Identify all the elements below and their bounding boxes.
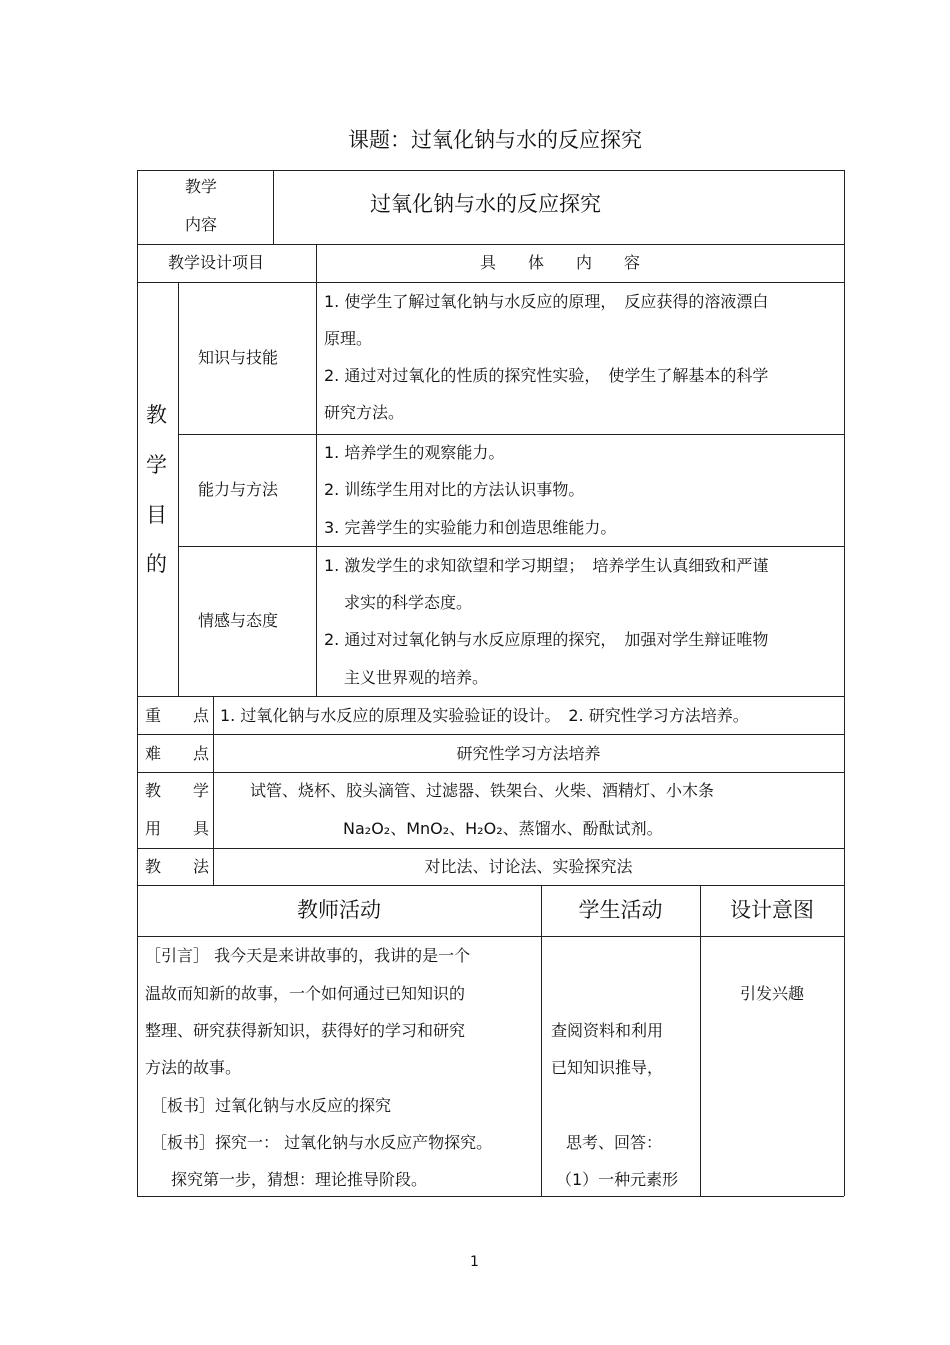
- ability-line: 2. 训练学生用对比的方法认识事物。: [324, 480, 585, 499]
- student-line: 查阅资料和利用: [551, 1021, 664, 1040]
- difficulty-label: 难 点: [145, 744, 210, 763]
- student-line: 已知知识推导，: [551, 1058, 664, 1077]
- objectives-side-char-2: 学: [146, 453, 167, 477]
- emotion-line: 1. 激发学生的求知欲望和学习期望； 培养学生认真细致和严谨: [324, 556, 769, 575]
- knowledge-line: 2. 通过对过氧化的性质的探究性实验， 使学生了解基本的科学: [324, 366, 769, 385]
- knowledge-line: 1. 使学生了解过氧化钠与水反应的原理， 反应获得的溶液漂白: [324, 292, 769, 311]
- emotion-line: 主义世界观的培养。: [344, 668, 489, 687]
- design-intent-header: 设计意图: [730, 898, 814, 922]
- objectives-side-char-4: 的: [146, 552, 167, 576]
- ability-line: 3. 完善学生的实验能力和创造思维能力。: [324, 518, 617, 537]
- content-value: 过氧化钠与水的反应探究: [370, 192, 601, 216]
- method-label: 教 法: [145, 857, 210, 876]
- page-number: 1: [470, 1254, 479, 1270]
- teacher-line: 整理、研究获得新知识，获得好的学习和研究: [145, 1021, 466, 1040]
- knowledge-label: 知识与技能: [198, 348, 279, 367]
- teacher-line: 方法的故事。: [145, 1058, 242, 1077]
- objectives-side-char-3: 目: [146, 503, 167, 527]
- intent-line: 引发兴趣: [739, 984, 804, 1003]
- content-label-1: 教学: [185, 177, 218, 196]
- emotion-line: 2. 通过对过氧化钠与水反应原理的探究， 加强对学生辩证唯物: [324, 630, 769, 649]
- ability-label: 能力与方法: [198, 480, 279, 499]
- key-points-label: 重 点: [145, 706, 210, 725]
- teacher-line: ［板书］探究一： 过氧化钠与水反应产物探究。: [151, 1133, 493, 1152]
- knowledge-line: 研究方法。: [324, 403, 405, 422]
- teacher-activity-header: 教师活动: [297, 898, 381, 922]
- objectives-side-char-1: 教: [146, 403, 167, 427]
- tools-line-1: 试管、烧杯、胶头滴管、过滤器、铁架台、火柴、酒精灯、小木条: [250, 781, 715, 800]
- tools-label-2: 用 具: [145, 819, 210, 838]
- tools-line-2: Na₂O₂、MnO₂、H₂O₂、蒸馏水、酚酞试剂。: [343, 819, 663, 838]
- emotion-line: 求实的科学态度。: [344, 593, 473, 612]
- student-line: （1）一种元素形: [556, 1170, 679, 1189]
- content-label-2: 内容: [185, 215, 218, 234]
- key-points-value: 1. 过氧化钠与水反应的原理及实验验证的设计。 2. 研究性学习方法培养。: [220, 706, 749, 725]
- student-activity-header: 学生活动: [578, 898, 663, 922]
- emotion-label: 情感与态度: [198, 611, 279, 630]
- difficulty-value: 研究性学习方法培养: [456, 744, 601, 763]
- ability-line: 1. 培养学生的观察能力。: [324, 443, 505, 462]
- method-value: 对比法、讨论法、实验探究法: [424, 857, 633, 876]
- teacher-line: 温故而知新的故事，一个如何通过已知知识的: [145, 984, 466, 1003]
- teacher-line: ［引言］ 我今天是来讲故事的，我讲的是一个: [145, 946, 471, 965]
- knowledge-line: 原理。: [324, 329, 373, 348]
- page-title: 课题：过氧化钠与水的反应探究: [348, 128, 642, 152]
- tools-label-1: 教 学: [145, 781, 210, 800]
- teacher-line: ［板书］过氧化钠与水反应的探究: [151, 1096, 392, 1115]
- teacher-line: 探究第一步，猜想：理论推导阶段。: [171, 1170, 428, 1189]
- student-line: 思考、回答：: [566, 1133, 663, 1152]
- specific-content-label: 具 体 内 容: [480, 253, 641, 272]
- design-item-label: 教学设计项目: [168, 253, 265, 272]
